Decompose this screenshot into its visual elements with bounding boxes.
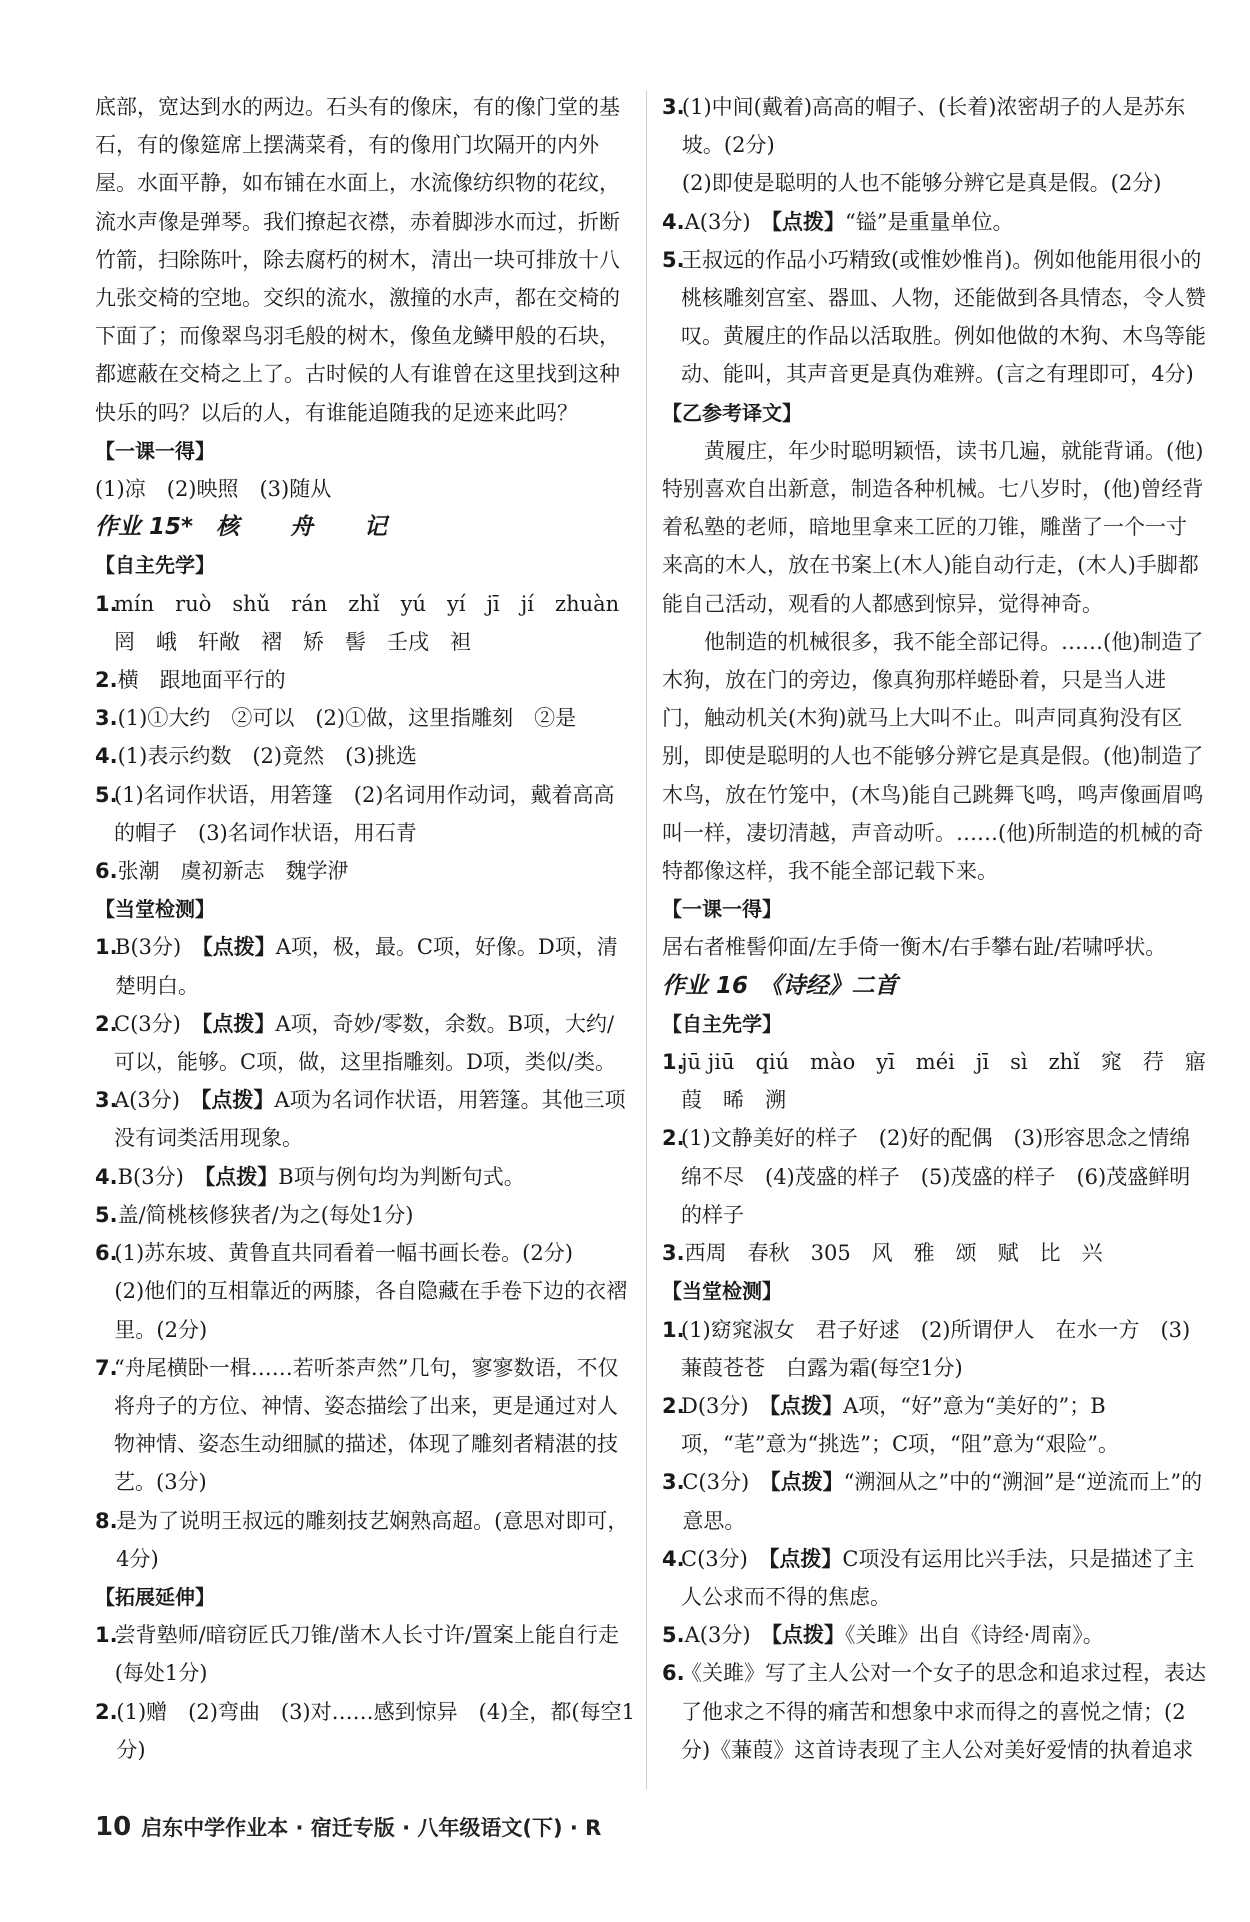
tzys-list xyxy=(95,1616,635,1769)
item-body xyxy=(118,1196,414,1234)
item-body xyxy=(115,928,635,1004)
list-item xyxy=(662,1119,1207,1234)
item-number: 5. xyxy=(662,1623,685,1648)
item-text: (1)中间(戴着)高高的帽子、(长着)浓密胡子的人是苏东坡。(2分) xyxy=(681,95,1186,158)
item-body xyxy=(681,1043,1227,1119)
item-text: mín ruò shǔ rán zhǐ yú yí jī jí zhuàn 罔 峨 轩敞 褶 矫 髻 壬戌 袒 xyxy=(114,591,641,654)
answer-choice: A(3分) xyxy=(114,1088,180,1113)
item-body xyxy=(681,1311,1207,1387)
item-answer xyxy=(682,1463,1207,1539)
list-item xyxy=(662,1654,1207,1769)
item-number: 1. xyxy=(95,935,118,960)
dianbo-text: “镒”是重量单位。 xyxy=(845,209,1014,234)
dtjc-heading: 【当堂检测】 xyxy=(95,897,215,922)
item-text-2: (2)他们的互相靠近的两膝，各自隐藏在手卷下边的衣褶里。(2分) xyxy=(114,1279,628,1342)
answer-choice: A(3分) xyxy=(684,1623,751,1648)
dtjc-heading-right: 【当堂检测】 xyxy=(662,1279,782,1304)
item-number: 5. xyxy=(662,247,685,272)
item-text: (1)赠 (2)弯曲 (3)对……感到惊异 (4)全，都(每空1分) xyxy=(116,1699,635,1762)
list-item xyxy=(662,1463,1207,1539)
yi-translation-heading: 【乙参考译文】 xyxy=(662,400,802,425)
column-divider xyxy=(646,90,647,1790)
item-body xyxy=(118,737,417,775)
item-number: 1. xyxy=(662,1317,685,1342)
dianbo-label: 【点拨】 xyxy=(769,1393,844,1418)
item-number: 2. xyxy=(662,1393,685,1418)
answer-choice: C(3分) xyxy=(682,1470,750,1495)
item-number: 6. xyxy=(95,859,118,884)
item-number: 2. xyxy=(95,1011,118,1036)
answer-choice: C(3分) xyxy=(114,1011,181,1036)
item-body xyxy=(114,776,635,852)
item-text-2: (2)即使是聪明的人也不能够分辨它是真是假。(2分) xyxy=(681,171,1162,196)
item-number: 1. xyxy=(95,591,118,616)
item-number: 5. xyxy=(95,1202,118,1227)
item-text: 横 跟地面平行的 xyxy=(117,668,286,693)
item-body xyxy=(118,852,349,890)
item-body xyxy=(114,1005,635,1081)
answer-list xyxy=(662,88,1207,394)
item-body xyxy=(118,699,577,737)
dianbo-text: A项为名词作状语，用箬篷。其他三项没有词类活用现象。 xyxy=(114,1088,626,1151)
item-text: 尝背塾师/暗窃匠氏刀锥/凿木人长寸许/置案上能自行走(每处1分) xyxy=(114,1623,619,1686)
item-body xyxy=(685,203,1014,241)
dianbo-text: B项与例句均为判断句式。 xyxy=(278,1164,525,1189)
hw15-title: 作业 15* 核 舟 记 xyxy=(95,513,402,541)
list-item xyxy=(95,1005,635,1081)
item-body xyxy=(685,1234,1103,1272)
ykyd-answer-right: 居右者椎髻仰面/左手倚一衡木/右手攀右趾/若啸呼状。 xyxy=(662,935,1167,960)
item-body xyxy=(681,1387,1207,1463)
dianbo-text: A项，极，最。C项，好像。D项，清楚明白。 xyxy=(115,935,618,998)
item-answer xyxy=(685,1616,1104,1654)
item-text: 王叔远的作品小巧精致(或惟妙惟肖)。例如他能用很小的桃核雕刻宫室、器皿、人物，还能做到各具情态，令人赞叹。黄履庄的作品以活取胜。例如他做的木狗、木鸟等能动、能叫，其声音更是真伪难辨。(言之有理即可，4分) xyxy=(681,247,1206,387)
ykyd-heading-right: 【一课一得】 xyxy=(662,897,782,922)
dianbo-label: 【点拨】 xyxy=(200,1088,275,1113)
item-number: 1. xyxy=(662,1050,685,1075)
item-number: 3. xyxy=(662,95,685,119)
item-number: 3. xyxy=(95,1088,118,1113)
item-answer xyxy=(114,1081,635,1157)
dianbo-text: C项没有运用比兴手法，只是描述了主人公求而不得的焦虑。 xyxy=(681,1546,1195,1609)
item-number: 3. xyxy=(95,706,118,731)
list-item xyxy=(95,776,635,852)
list-item xyxy=(662,241,1207,394)
answer-choice: D(3分) xyxy=(681,1393,749,1418)
item-answer xyxy=(685,203,1014,241)
item-number: 4. xyxy=(662,209,685,234)
item-body xyxy=(682,88,1207,203)
item-number: 7. xyxy=(95,1355,118,1380)
list-item xyxy=(95,737,635,775)
item-answer xyxy=(114,1005,635,1081)
translation-para-1: 黄履庄，年少时聪明颖悟，读书几遍，就能背诵。(他)特别喜欢自出新意，制造各种机械。七八岁时，(他)曾经背着私塾的老师，暗地里拿来工匠的刀锥，雕凿了一个一寸来高的木人，放在书案上(木人)能自动行走，(木人)手脚都能自己活动，观看的人都感到惊异，觉得神奇。 xyxy=(662,438,1204,616)
item-text: (1)文静美好的样子 (2)好的配偶 (3)形容思念之情绵绵不尽 (4)茂盛的样子 (5)茂盛的样子 (6)茂盛鲜明的样子 xyxy=(681,1126,1191,1227)
item-text: (1)窈窕淑女 君子好逑 (2)所谓伊人 在水一方 (3)蒹葭苍苍 白露为霜(每空1分) xyxy=(681,1317,1191,1380)
list-item xyxy=(662,1387,1207,1463)
list-item xyxy=(662,203,1207,241)
item-number: 4. xyxy=(95,744,118,769)
list-item xyxy=(662,1043,1227,1119)
item-number: 5. xyxy=(95,782,118,807)
list-item xyxy=(95,1158,635,1196)
list-item xyxy=(95,699,635,737)
page-footer xyxy=(95,1812,601,1842)
ykyd-heading: 【一课一得】 xyxy=(95,438,215,463)
list-item xyxy=(95,585,641,661)
list-item xyxy=(95,1196,635,1234)
left-column xyxy=(95,88,641,1769)
dianbo-text: “溯洄从之”中的“溯洄”是“逆流而上”的意思。 xyxy=(682,1470,1203,1533)
item-body xyxy=(114,1349,635,1502)
dianbo-label: 【点拨】 xyxy=(201,1011,276,1036)
item-text: (1)苏东坡、黄鲁直共同看着一幅书画长卷。(2分) xyxy=(114,1241,573,1266)
dianbo-label: 【点拨】 xyxy=(771,209,846,234)
list-item xyxy=(95,661,635,699)
item-text: 西周 春秋 305 风 雅 颂 赋 比 兴 xyxy=(684,1241,1103,1266)
list-item xyxy=(95,1349,635,1502)
item-body xyxy=(115,1616,635,1692)
list-item xyxy=(662,1311,1207,1387)
item-text: 张潮 虞初新志 魏学洢 xyxy=(117,859,349,884)
item-number: 2. xyxy=(95,668,118,693)
dianbo-label: 【点拨】 xyxy=(204,1164,279,1189)
item-number: 4. xyxy=(95,1164,118,1189)
answer-choice: B(3分) xyxy=(117,1164,184,1189)
answer-choice: A(3分) xyxy=(684,209,751,234)
item-body xyxy=(681,1540,1207,1616)
item-number: 6. xyxy=(95,1241,118,1266)
list-item xyxy=(95,1693,635,1769)
zzxx-heading-right: 【自主先学】 xyxy=(662,1011,782,1036)
item-text: (1)表示约数 (2)竟然 (3)挑选 xyxy=(117,744,417,769)
item-number: 4. xyxy=(662,1546,685,1571)
item-answer xyxy=(681,1387,1207,1463)
item-body xyxy=(114,1081,635,1157)
item-number: 2. xyxy=(662,1126,685,1151)
item-body xyxy=(118,1158,525,1196)
answer-choice: B(3分) xyxy=(115,935,182,960)
item-text: 盖/简桃核修狭者/为之(每处1分) xyxy=(117,1202,414,1227)
hw16-title: 作业 16 《诗经》二首 xyxy=(662,971,898,999)
list-item xyxy=(95,852,635,890)
list-item xyxy=(95,1502,635,1578)
list-item xyxy=(662,1540,1207,1616)
item-answer xyxy=(681,1540,1207,1616)
item-answer xyxy=(115,928,635,1004)
zzxx-heading: 【自主先学】 xyxy=(95,553,215,578)
item-body xyxy=(681,241,1207,394)
item-number: 2. xyxy=(95,1699,118,1724)
dianbo-text: 《关雎》出自《诗经·周南》。 xyxy=(845,1623,1104,1648)
item-text: jū jiū qiú mào yī méi jī sì zhǐ 窕 荇 寤 葭 晞 溯 xyxy=(681,1050,1227,1113)
ykyd-answer: (1)凉 (2)映照 (3)随从 xyxy=(95,477,332,502)
item-body xyxy=(114,585,641,661)
item-text: 《关雎》写了主人公对一个女子的思念和追求过程，表达了他求之不得的痛苦和想象中求而得之的喜悦之情；(2分)《蒹葭》这首诗表现了主人公对美好爱情的执着追求 xyxy=(681,1661,1206,1762)
dianbo-text: A项，“好”意为“美好的”；B项，“芼”意为“挑选”；C项，“阻”意为“艰险”。 xyxy=(681,1393,1119,1457)
translation-continuation: 底部，宽达到水的两边。石头有的像床，有的像门堂的基石，有的像筵席上摆满菜肴，有的像用门坎隔开的内外屋。水面平静，如布铺在水面上，水流像纺织物的花纹，流水声像是弹琴。我们撩起衣襟，赤着脚涉水而过，折断竹箭，扫除陈叶，除去腐朽的树木，清出一块可排放十八九张交椅的空地。交织的流水，激撞的水声，都在交椅的下面了；而像翠鸟羽毛般的树木，像鱼龙鳞甲般的石块，都遮蔽在交椅之上了。古时候的人有谁曾在这里找到这种快乐的吗？以后的人，有谁能追随我的足迹来此吗？ xyxy=(95,95,620,425)
item-body xyxy=(685,1616,1104,1654)
item-number: 3. xyxy=(662,1241,685,1266)
book-title: 启东中学作业本 · 宿迁专版 · 八年级语文(下) · R xyxy=(141,1816,602,1840)
item-text: (1)①大约 ②可以 (2)①做，这里指雕刻 ②是 xyxy=(117,706,577,731)
dianbo-label: 【点拨】 xyxy=(770,1470,844,1495)
item-body xyxy=(681,1654,1207,1769)
item-body xyxy=(116,1502,635,1578)
zzxx-list xyxy=(95,585,641,891)
list-item xyxy=(95,928,635,1004)
item-body xyxy=(681,1119,1207,1234)
item-number: 1. xyxy=(95,1623,118,1648)
item-text: (1)名词作状语，用箬篷 (2)名词用作动词，戴着高高的帽子 (3)名词作状语，用石青 xyxy=(114,782,615,845)
right-column xyxy=(662,88,1227,1769)
dtjc-list xyxy=(95,928,635,1577)
item-body xyxy=(118,661,286,699)
item-number: 8. xyxy=(95,1508,118,1533)
answer-choice: C(3分) xyxy=(681,1546,748,1571)
list-item xyxy=(95,1234,635,1349)
item-answer xyxy=(118,1158,525,1196)
item-body xyxy=(116,1693,635,1769)
dianbo-label: 【点拨】 xyxy=(202,935,276,960)
item-number: 3. xyxy=(662,1470,685,1495)
tzys-heading: 【拓展延伸】 xyxy=(95,1584,215,1609)
list-item xyxy=(662,1234,1207,1272)
list-item xyxy=(95,1081,635,1157)
page-number: 10 xyxy=(95,1812,132,1842)
item-body xyxy=(682,1463,1207,1539)
dianbo-label: 【点拨】 xyxy=(771,1623,846,1648)
list-item xyxy=(662,1616,1207,1654)
item-text: 是为了说明王叔远的雕刻技艺娴熟高超。(意思对即可，4分) xyxy=(116,1508,629,1571)
dianbo-label: 【点拨】 xyxy=(768,1546,843,1571)
translation-para-2: 他制造的机械很多，我不能全部记得。……(他)制造了木狗，放在门的旁边，像真狗那样蜷卧着，只是当人进门，触动机关(木狗)就马上大叫不止。叫声同真狗没有区别，即使是聪明的人也不能够分辨它是真是假。(他)制造了木鸟，放在竹笼中，(木鸟)能自己跳舞飞鸣，鸣声像画眉鸣叫一样，凄切清越，声音动听。……(他)所制造的机械的奇特都像这样，我不能全部记载下来。 xyxy=(662,629,1204,884)
zzxx-list-right xyxy=(662,1043,1227,1272)
item-text: “舟尾横卧一楫……若听茶声然”几句，寥寥数语，不仅将舟子的方位、神情、姿态描绘了出来，更是通过对人物神情、姿态生动细腻的描述，体现了雕刻者精湛的技艺。(3分) xyxy=(114,1355,619,1495)
list-item xyxy=(95,1616,635,1692)
item-body xyxy=(114,1234,635,1349)
list-item xyxy=(662,88,1207,203)
item-number: 6. xyxy=(662,1661,685,1686)
dianbo-text: A项，奇妙/零数，余数。B项，大约/可以，能够。C项，做，这里指雕刻。D项，类似/类。 xyxy=(114,1011,616,1075)
dtjc-list-right xyxy=(662,1311,1207,1769)
